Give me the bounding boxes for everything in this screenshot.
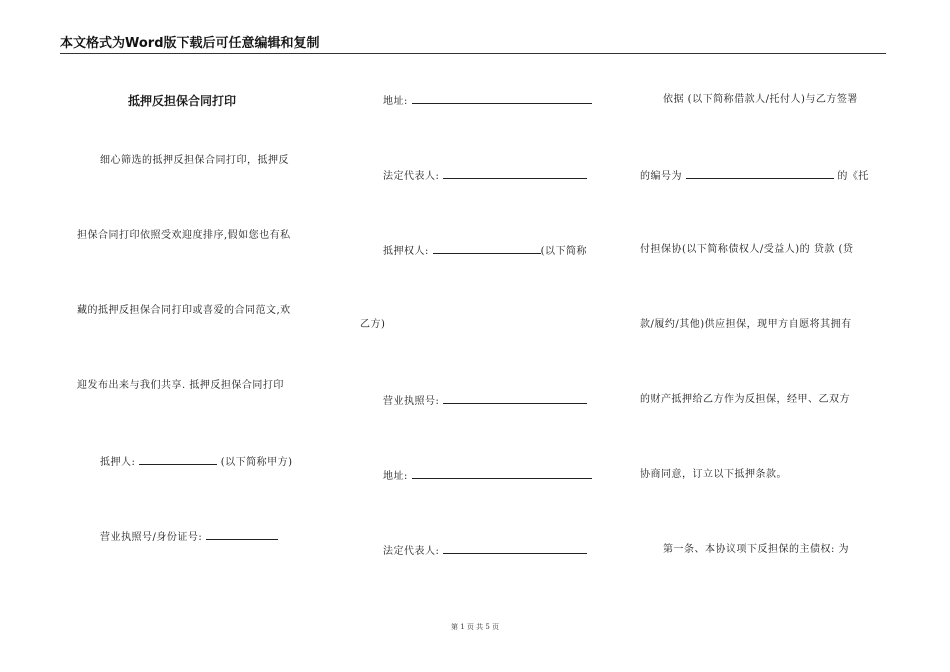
body-line-4: 款/履约/其他)供应担保，现甲方自愿将其拥有	[640, 319, 852, 330]
license-id-field	[100, 529, 278, 545]
license-id-label: 营业执照号/身份证号:	[100, 532, 203, 543]
body-line-7: 第一条、本协议项下反担保的主债权: 为	[663, 544, 850, 555]
mortgagee-suffix: (以下简称	[540, 246, 587, 257]
body-line-2-end: 的《托	[837, 171, 869, 182]
mortgagee-label: 抵押权人:	[383, 246, 429, 257]
address-field	[383, 93, 592, 109]
license-id-blank[interactable]	[206, 529, 278, 540]
intro-line-1: 细心筛选的抵押反担保合同打印，抵押反	[100, 155, 289, 166]
legal-rep-blank[interactable]	[443, 168, 587, 179]
legal-rep2-label: 法定代表人:	[383, 546, 440, 557]
header-divider	[60, 53, 886, 54]
legal-rep2-field	[383, 543, 587, 559]
contract-number-blank[interactable]	[686, 168, 834, 179]
mortgagee-blank[interactable]	[433, 243, 541, 254]
address2-blank[interactable]	[412, 468, 592, 479]
body-line-2	[640, 168, 869, 184]
intro-line-3: 藏的抵押反担保合同打印或喜爱的合同范文,欢	[77, 305, 291, 316]
mortgagor-suffix: (以下简称甲方)	[220, 457, 293, 468]
document-title: 抵押反担保合同打印	[128, 94, 237, 108]
intro-line-4: 迎发布出来与我们共享. 抵押反担保合同打印	[77, 380, 284, 391]
mortgagee-continuation: 乙方)	[360, 319, 386, 330]
mortgagor-field	[100, 454, 293, 470]
legal-rep-label: 法定代表人:	[383, 171, 440, 182]
body-line-1: 依据 (以下简称借款人/托付人)与乙方签署	[663, 94, 858, 105]
business-license-label: 营业执照号:	[383, 396, 440, 407]
page-number: 第 1 页 共 5 页	[450, 623, 500, 631]
body-line-5: 的财产抵押给乙方作为反担保，经甲、乙双方	[640, 394, 850, 405]
mortgagor-label: 抵押人:	[100, 457, 136, 468]
intro-line-2: 担保合同打印依照受欢迎度排序,假如您也有私	[77, 230, 291, 241]
address2-field	[383, 468, 592, 484]
address2-label: 地址:	[383, 471, 408, 482]
address-blank[interactable]	[412, 93, 592, 104]
mortgagee-field	[383, 243, 587, 259]
business-license-blank[interactable]	[443, 393, 587, 404]
body-line-2-start: 的编号为	[640, 171, 682, 182]
address-label: 地址:	[383, 96, 408, 107]
business-license-field	[383, 393, 587, 409]
body-line-6: 协商同意，订立以下抵押条款。	[640, 469, 787, 480]
legal-rep2-blank[interactable]	[443, 543, 587, 554]
body-line-3: 付担保协(以下简称债权人/受益人)的 贷款 (贷	[640, 244, 854, 255]
mortgagor-blank[interactable]	[139, 454, 217, 465]
legal-rep-field	[383, 168, 587, 184]
document-header-title: 本文格式为Word版下载后可任意编辑和复制	[60, 36, 320, 51]
